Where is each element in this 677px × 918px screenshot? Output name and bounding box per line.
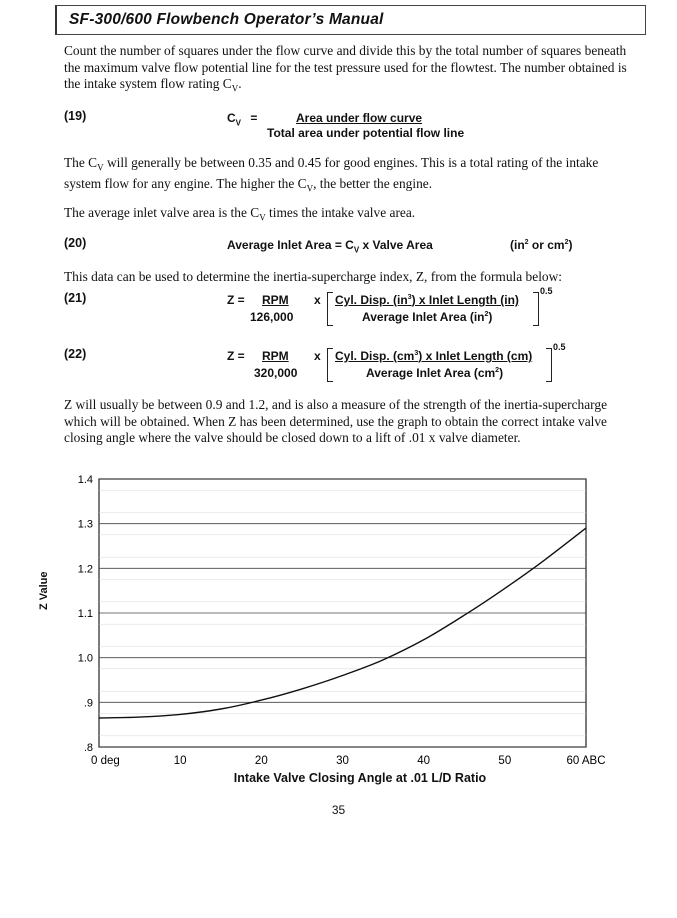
paragraph-text: will generally be between 0.35 and 0.45 for good engines. This is a total rating of the intake system flow for any engine. The higher the C [64,155,599,192]
equation-22-lhs: Z = [227,349,245,363]
superscript: 3 [407,294,412,301]
x-tick-label: 60 ABC [566,755,606,767]
equation-number-19: (19) [64,109,87,123]
paragraph-z-range: Z will usually be between 0.9 and 1.2, and is also a measure of the strength of the inertia-supercharge which will be obtained. When Z has been determined, use the graph to obtain the correct intake valve closing angle where the valve should be closed down to a lift of .01 x valve diameter. [64,397,608,445]
y-tick-label: .9 [83,697,93,710]
y-tick-label: 1.2 [77,563,93,576]
y-tick-label: 1.0 [77,652,93,665]
equation-21-exponent: 0.5 [540,286,553,296]
equation-22-rpm: RPM [262,349,289,363]
equation-text: ) x Inlet Length (cm) [418,349,533,363]
equation-21-rpm: RPM [262,293,289,307]
x-tick-label: 50 [498,755,512,767]
equation-19-denominator: Total area under potential flow line [267,126,465,140]
x-tick-label: 10 [173,755,187,767]
equation-text: Average Inlet Area (in [362,310,485,324]
equation-number-21: (21) [64,291,87,305]
equation-text: ) [488,310,493,324]
equation-text: ) [499,366,504,380]
paragraph-text: . [238,76,242,91]
equation-text: Cyl. Disp. (in [335,293,408,307]
subscript: V [306,183,314,194]
paragraph-text: times the intake valve area. [265,205,416,220]
units-text: (in [510,238,525,252]
equation-text: Average Inlet Area = C [227,238,354,252]
superscript: 2 [495,367,500,374]
x-tick-label: 0 deg [91,755,120,767]
equation-21-lhs: Z = [227,293,245,307]
subscript: V [353,245,360,255]
paragraph-text: , the better the engine. [313,176,433,192]
equation-number-20: (20) [64,236,87,250]
paragraph-text: Count the number of squares under the flow curve and divide this by the total number of squares beneath the maximum valve flow potential line for the test pressure used for the flowtest. The number obtained is the intake system flow rating C [64,43,627,91]
equation-19-numerator: Area under flow curve [296,111,423,125]
subscript: V [97,162,104,173]
subscript: V [231,83,239,94]
superscript: 3 [414,350,419,357]
y-tick-label: 1.4 [77,474,93,486]
page-number: 35 [331,803,346,817]
paragraph-text: The C [64,155,98,170]
superscript: 2 [524,239,529,246]
equation-number-22: (22) [64,347,87,361]
x-tick-label: 20 [254,755,268,767]
page-title: SF-300/600 Flowbench Operator’s Manual [69,11,384,28]
units-text: or cm [528,238,565,252]
equation-21-times: x [314,293,321,307]
cv-symbol: C [227,111,236,125]
equation-22-exponent: 0.5 [553,342,566,352]
equation-22-times: x [314,349,321,363]
equation-text: ) x Inlet Length (in) [411,293,519,307]
y-tick-label: .8 [83,742,93,754]
subscript: V [259,212,266,223]
equation-text: Average Inlet Area (cm [366,366,496,380]
superscript: 2 [564,239,569,246]
subscript: V [235,118,242,128]
equation-text: x Valve Area [359,238,433,252]
x-tick-label: 30 [336,755,349,767]
paragraph-text: The average inlet valve area is the C [64,205,260,220]
x-tick-label: 40 [417,755,431,767]
y-tick-label: 1.1 [77,608,93,620]
equation-22-constant: 320,000 [254,366,298,380]
paragraph-inertia-intro: This data can be used to determine the inertia-supercharge index, Z, from the formula below: [64,269,563,284]
units-text: ) [568,238,573,252]
y-tick-label: 1.3 [77,518,93,531]
superscript: 2 [484,311,489,318]
equation-21-constant: 126,000 [250,310,294,324]
y-axis-label: Z Value [38,571,50,610]
equation-text: Cyl. Disp. (cm [335,349,415,363]
z-value-curve [99,528,586,718]
x-axis-label: Intake Valve Closing Angle at .01 L/D Ratio [233,771,487,785]
equals-sign: = [250,111,258,125]
